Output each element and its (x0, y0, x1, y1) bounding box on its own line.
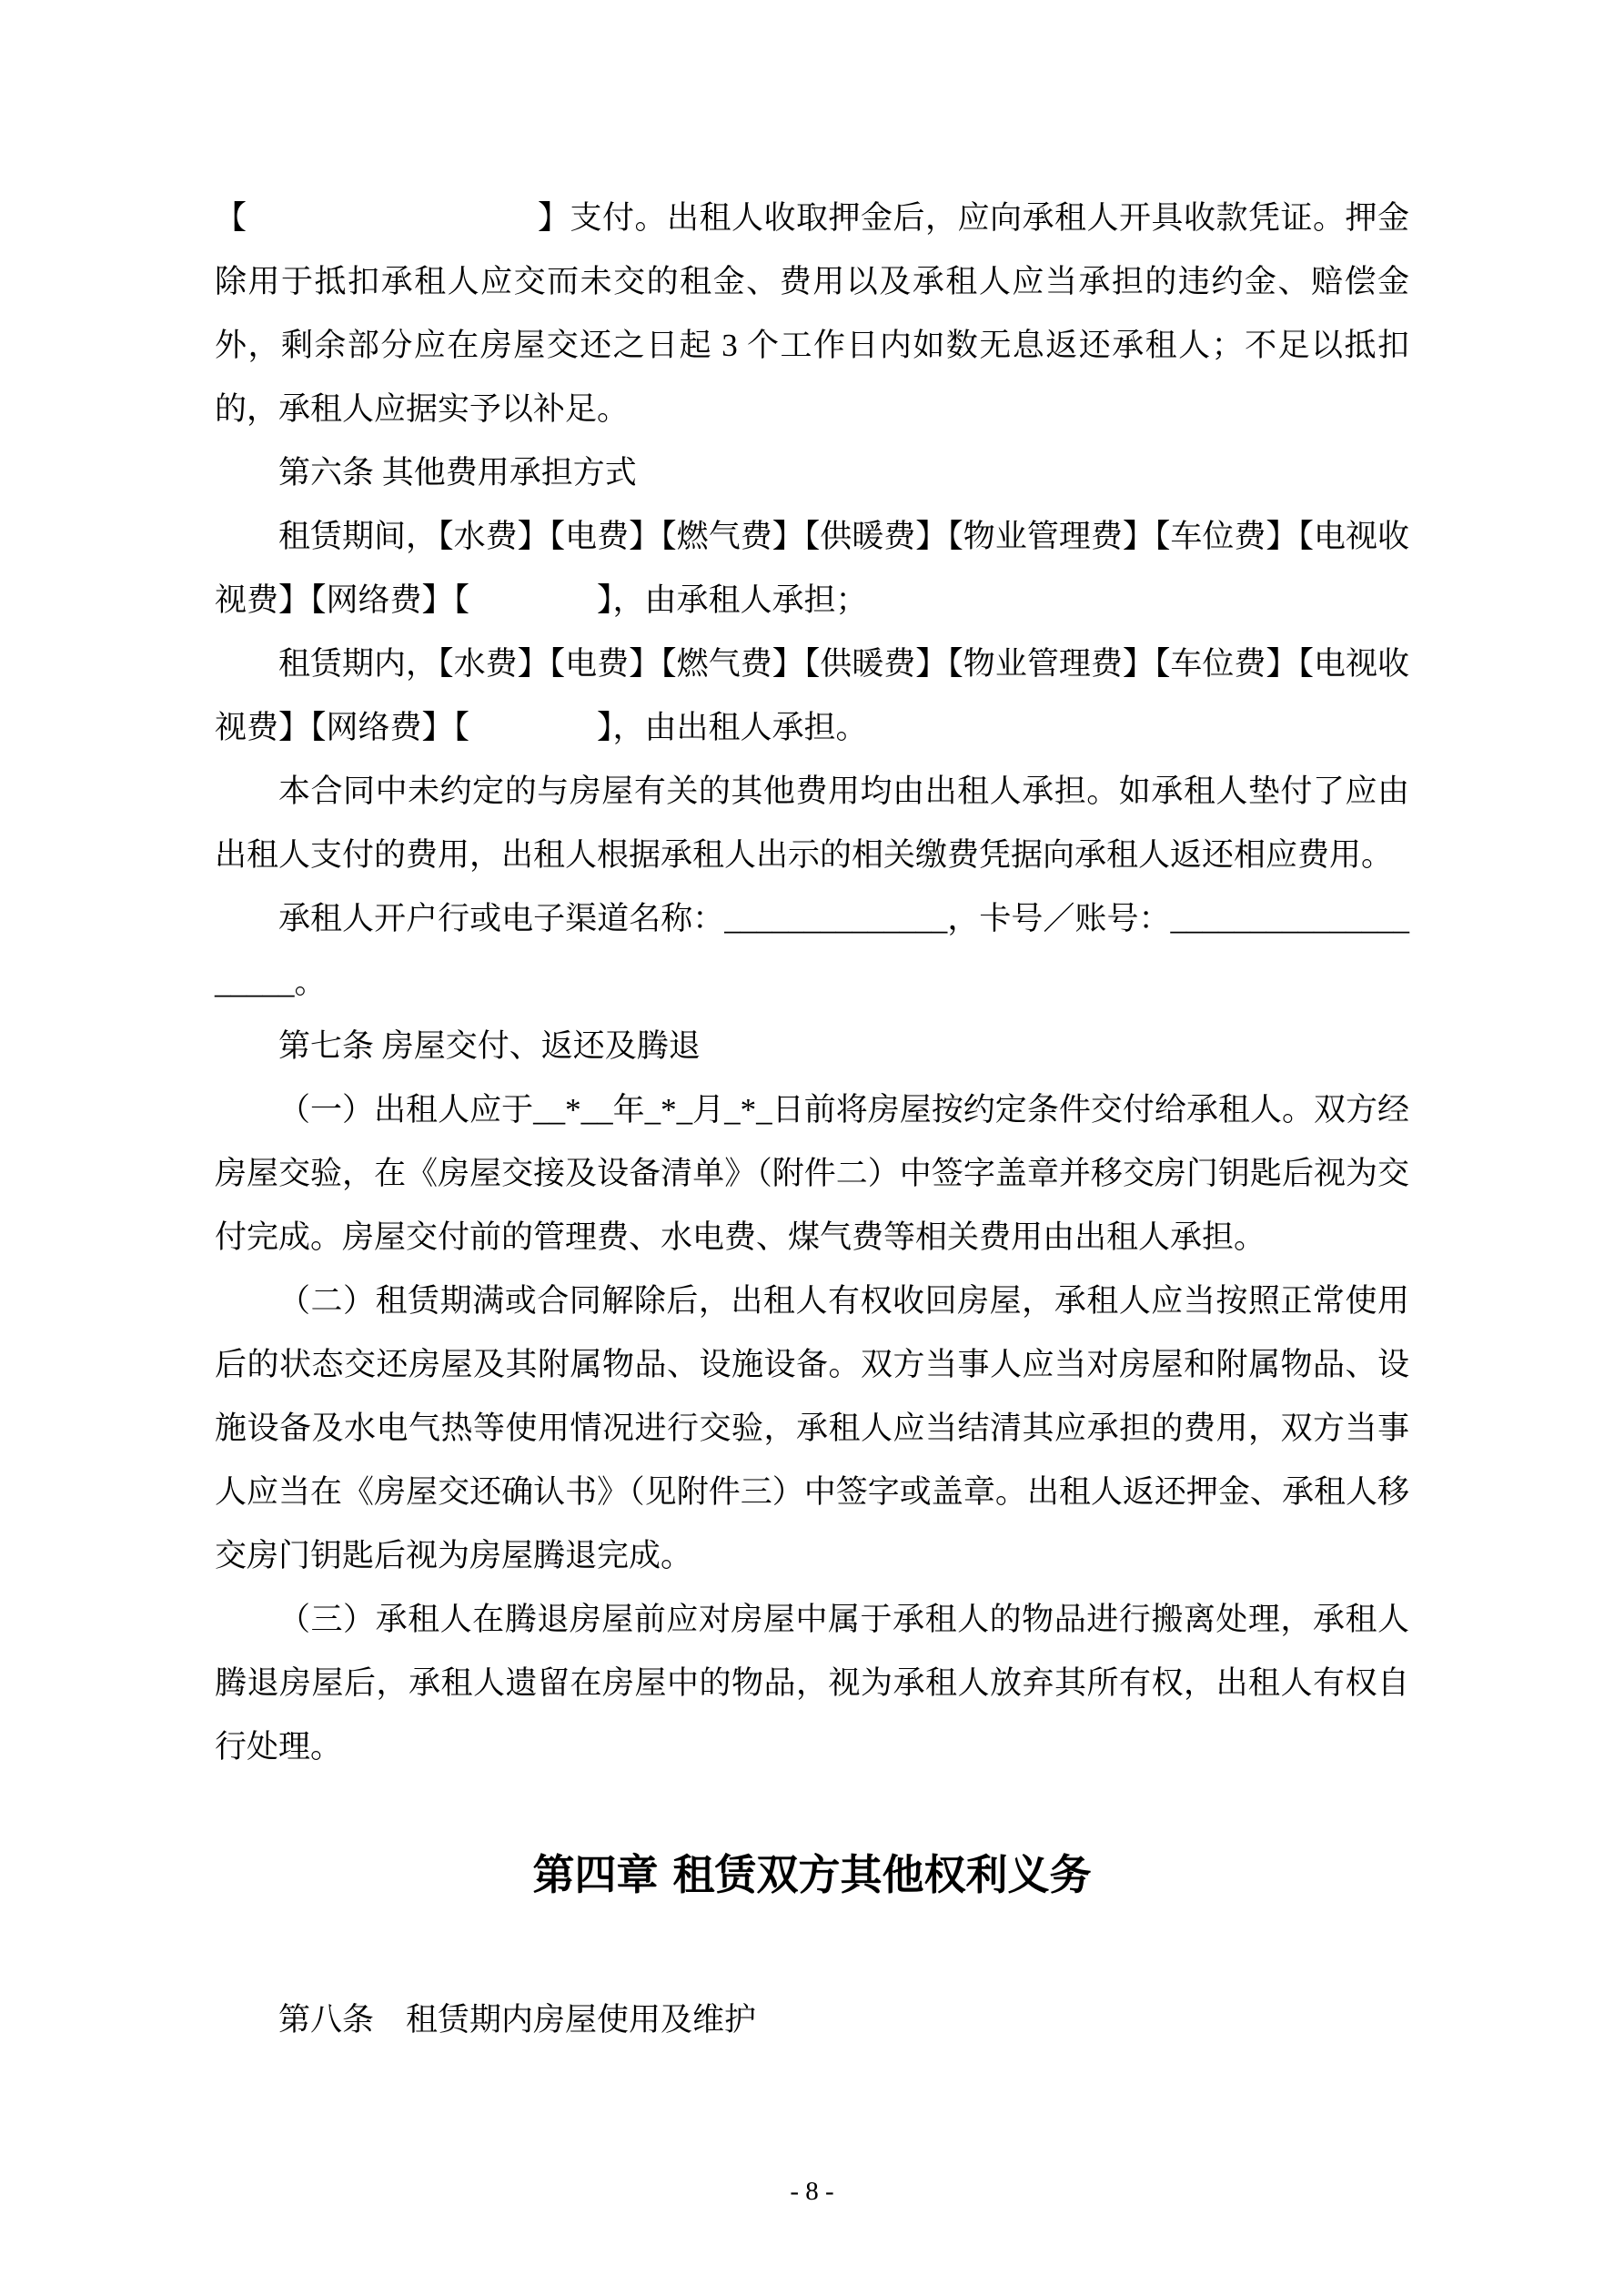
article-6-heading: 第六条 其他费用承担方式 (278, 455, 637, 491)
paragraph-delivery-1: （一）出租人应于__*__年_*_月_*_日前将房屋按约定条件交付给承租人。双方经房屋交验，在《房屋交接及设备清单》（附件二）中签字盖章并移交房门钥匙后视为交付完成。房屋交付前的管理费、水电费、煤气费等相关费用由出租人承担。 (215, 1092, 1409, 1255)
article-8-heading: 第八条 租赁期内房屋使用及维护 (278, 2002, 757, 2038)
article-7-heading: 第七条 房屋交付、返还及腾退 (278, 1028, 701, 1064)
paragraph-deposit-continuation: 【 】支付。出租人收取押金后，应向承租人开具收款凭证。押金除用于抵扣承租人应交而未交的租金、费用以及承租人应当承担的违约金、赔偿金外，剩余部分应在房屋交还之日起 3 个工作日内如数无息返还承租人；不足以抵扣的，承租人应据实予以补足。 (215, 200, 1409, 427)
chapter-4-heading: 第四章 租赁双方其他权利义务 (532, 1850, 1092, 1899)
paragraph-delivery-2: （二）租赁期满或合同解除后，出租人有权收回房屋，承租人应当按照正常使用后的状态交还房屋及其附属物品、设施设备。双方当事人应当对房屋和附属物品、设施设备及水电气热等使用情况进行交验，承租人应当结清其应承担的费用，双方当事人应当在《房屋交还确认书》（见附件三）中签字或盖章。出租人返还押金、承租人移交房门钥匙后视为房屋腾退完成。 (215, 1283, 1409, 1573)
paragraph-other-fees: 本合同中未约定的与房屋有关的其他费用均由出租人承担。如承租人垫付了应由出租人支付的费用，出租人根据承租人出示的相关缴费凭据向承租人返还相应费用。 (215, 774, 1409, 873)
paragraph-fees-tenant: 租赁期间，【水费】【电费】【燃气费】【供暖费】【物业管理费】【车位费】【电视收视费】【网络费】【 】，由承租人承担； (215, 519, 1409, 618)
page-number: - 8 - (790, 2177, 834, 2206)
paragraph-bank-account: 承租人开户行或电子渠道名称：______________，卡号／账号：____________________。 (215, 901, 1409, 1000)
paragraph-delivery-3: （三）承租人在腾退房屋前应对房屋中属于承租人的物品进行搬离处理，承租人腾退房屋后，承租人遗留在房屋中的物品，视为承租人放弃其所有权，出租人有权自行处理。 (215, 1602, 1409, 1765)
paragraph-fees-landlord: 租赁期内，【水费】【电费】【燃气费】【供暖费】【物业管理费】【车位费】【电视收视费】【网络费】【 】，由出租人承担。 (215, 646, 1409, 745)
